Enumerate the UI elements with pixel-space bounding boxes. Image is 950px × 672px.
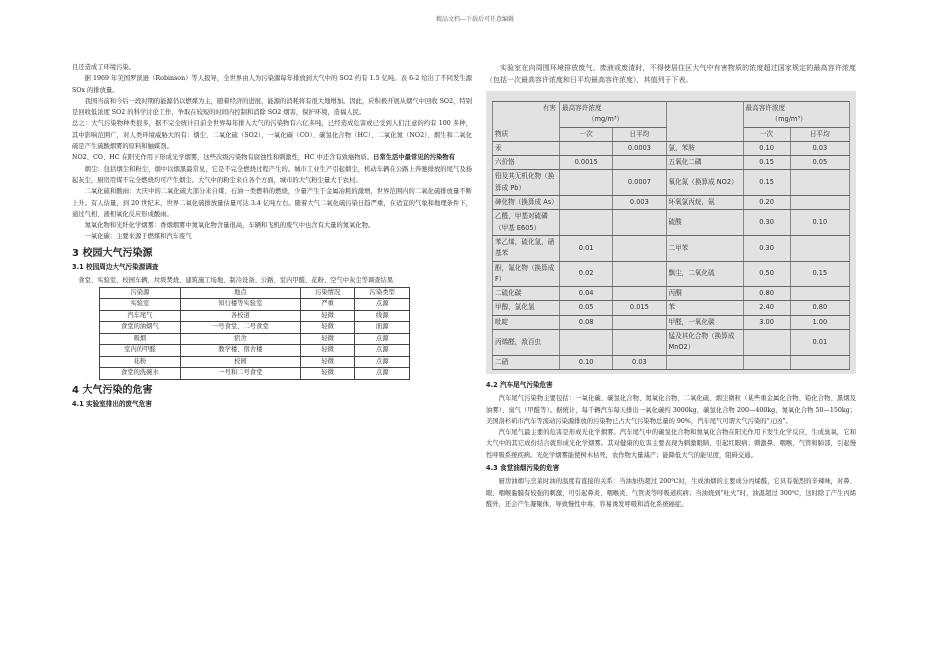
table-cell — [560, 196, 613, 210]
header-max-concentration — [560, 102, 667, 128]
paragraph: 据 1969 年美国罗滨逊（Robinson）等人报导，全世界由人为污染源每年排放到大气中的 SO2 约有 1.5 亿吨。表 6-2 给出了不同发生源 SOx 的排放量。 — [72, 75, 472, 94]
table-row — [493, 170, 850, 196]
table-cell: 0.50 — [743, 261, 790, 287]
bold-text: 日常生活中最常见的污染物有 — [373, 154, 456, 162]
table-cell: 0.80 — [743, 287, 790, 301]
paragraph: 汽车尾气最主要的危害是形成光化学烟雾。汽车尾气中的碳氢化合物和氮氧化合物在阳光作用下发生化学反应，生成臭氧，它和大气中的其它成份结合就形成光化学烟雾。其对健康的危害主要表现为刺激眼睛，引起红眼病；刺激鼻、咽喉、气管和肺部，引起慢性呼吸系统疾病。光化学烟雾能使树木枯死，农作物大量减产；能降低大气的能见度，阻碍交通。 — [486, 429, 856, 459]
table-cell — [790, 235, 849, 261]
table-cell: 0.04 — [560, 287, 613, 301]
table-cell — [560, 210, 613, 236]
table-cell: 氧化氮（换算成 NO2） — [666, 170, 743, 196]
header-max-label: 最高容许浓度 — [745, 104, 786, 112]
column-header: 污染源 — [100, 287, 181, 299]
table-cell: 甲醛，一氧化碳 — [666, 315, 743, 329]
table-cell: 点源 — [355, 345, 410, 357]
table-cell: 1.00 — [790, 315, 849, 329]
table-cell — [613, 156, 666, 170]
table-cell: 氯，苯胺 — [666, 141, 743, 155]
header-unit: （mg/m³） — [588, 115, 624, 124]
table-cell: 0.15 — [743, 156, 790, 170]
column-header: 污染类型 — [355, 287, 410, 299]
table-cell — [613, 235, 666, 261]
table-cell: 锰及其化合物（换算成 MnO2） — [666, 330, 743, 356]
table-row — [493, 210, 850, 236]
table-cell: 轻微 — [300, 368, 355, 380]
table-cell: 室内的甲醛 — [100, 345, 181, 357]
table-cell: 2.40 — [743, 301, 790, 315]
table-row — [100, 322, 410, 334]
table-cell: 0.003 — [613, 196, 666, 210]
table-cell: 0.15 — [790, 261, 849, 287]
table-cell — [613, 210, 666, 236]
table-cell — [790, 196, 849, 210]
table-cell — [560, 170, 613, 196]
table-cell: 0.01 — [560, 235, 613, 261]
table-header-row — [493, 102, 850, 128]
table-cell: 校园 — [180, 356, 300, 368]
table-cell: 点源 — [355, 299, 410, 311]
table-cell: 一号食堂、二号食堂 — [180, 322, 300, 334]
table-cell: 0.015 — [613, 301, 666, 315]
paragraph — [72, 118, 472, 163]
table-cell: 知行楼等实验室 — [180, 299, 300, 311]
table-cell: 环氧氯丙烷，氨 — [666, 196, 743, 210]
column-header: 污染情况 — [300, 287, 355, 299]
intro-paragraph: 实验室在向周围环境排放废气、废液或废渣时，不得使居住区大气中有害物质的浓度超过国家规定的最高容许浓度（包括一次最高容许浓度和日平均最高容许浓度），其值列于下表。 — [486, 64, 856, 84]
table-cell: 0.15 — [743, 170, 790, 196]
table-cell: 严重 — [300, 299, 355, 311]
table-cell: 二硝 — [493, 355, 560, 369]
section-heading: 3 校园大气污染源 — [72, 247, 153, 259]
header-once: 一次 — [743, 127, 790, 141]
table-cell — [743, 330, 790, 356]
table-row — [493, 287, 850, 301]
table-cell: 硫酸 — [666, 210, 743, 236]
table-cell: 二硫化碳 — [493, 287, 560, 301]
paragraph: 厨房油烟与烹菜时油的温度有直接的关系：当油加热超过 200℃时，生成油烟的主要成分丙烯醛，它具有强烈的辛辣味，对鼻、眼、咽喉黏膜有较强的刺激，可引起鼻炎、咽喉炎、气管炎等呼吸道疾病；当油烧到“吐火”时，油温超过 300℃，这时除了产生丙烯醛外，还会产生凝聚体，导致慢性中毒，容易诱发呼吸和消化系统癌症。 — [486, 478, 856, 508]
table-cell — [790, 287, 849, 301]
table-row — [493, 355, 850, 369]
table-cell — [560, 330, 613, 356]
table-cell: 苯 — [666, 301, 743, 315]
table-cell — [613, 330, 666, 356]
header-max-concentration — [743, 102, 850, 128]
table-cell: 0.10 — [560, 355, 613, 369]
table-cell — [790, 355, 849, 369]
emission-standard-table — [492, 101, 850, 370]
table-row — [493, 261, 850, 287]
table-row — [493, 301, 850, 315]
table-cell: 教学楼、宿舍楼 — [180, 345, 300, 357]
table-cell: 宿舍 — [180, 333, 300, 345]
left-column — [72, 62, 472, 412]
table-cell: 砷化物（换算成 As） — [493, 196, 560, 210]
subsection-heading: 3.1 校园周边大气污染源调查 — [72, 263, 159, 272]
pollution-source-table — [99, 287, 410, 380]
paragraph: 汽车尾气污染物主要包括：一氧化碳、碳氢化合物、氮氧化合物、二氧化硫、烟尘微粒（某些重金属化合物、铅化合物、黑烟及油雾）、臭气（甲醛等）。据统计，每千辆汽车每天排出一氧化碳约 3000kg，碳氢化合物 200—400kg，氮氧化合物 50—150kg；美国洛杉矶市汽车等流动污染源排放的污染物已占大气污染物总量的 90%，汽车尾气可谓大气污染的“元凶”。 — [486, 395, 856, 425]
emission-standard-figure — [486, 91, 856, 374]
table-cell: 实验室 — [100, 299, 181, 311]
table-cell: 3.00 — [743, 315, 790, 329]
table-header-row — [100, 287, 410, 299]
header-harmful-label: 有害 — [542, 104, 556, 112]
table-cell — [613, 287, 666, 301]
table-cell: 铅及其无机化物（换算成 Pb） — [493, 170, 560, 196]
table-cell: 飘尘，二氧化硫 — [666, 261, 743, 287]
table-cell: 轻微 — [300, 322, 355, 334]
paragraph: 氮氧化物和光纤化学烟雾：香烟烟雾中氮氧化物含量很高，车辆和飞机的废气中也含有大量的氮氧化物。 — [84, 222, 375, 230]
table-cell: 轻微 — [300, 333, 355, 345]
paragraph-text: 总之：大气污染物种类很多，据不完全统计目前全世界每年排入大气的污染物有六亿多吨，已经造成危害或已受到人们注意的约有 100 多种，其中影响范围广，对人类环境威胁大的有：烟尘、二氧化硫（SO2）、一氧化碳（CO）、碳氢化合物（HC）、二氧化氮（NO2）、烟生和二氧化硫是产生硫酸烟雾的原料和触媒剂。 — [72, 120, 472, 151]
header-max-label: 最高容许浓度 — [562, 104, 602, 112]
table-cell: 乙醛，甲基对硫磷（甲基 E605） — [493, 210, 560, 236]
table-cell: 丙酮 — [666, 287, 743, 301]
table-cell — [666, 355, 743, 369]
table-cell — [560, 141, 613, 155]
column-header: 地点 — [180, 287, 300, 299]
header-substance-col — [666, 102, 743, 142]
table-cell: 六价铬 — [493, 156, 560, 170]
page-header: 精品文档---下载后可任意编辑 — [435, 16, 515, 23]
section-heading: 4 大气污染的危害 — [72, 384, 153, 396]
table-cell: 0.0015 — [560, 156, 613, 170]
table-row — [493, 330, 850, 356]
table-row — [493, 315, 850, 329]
table-cell: 二甲苯 — [666, 235, 743, 261]
paragraph: 且还造成了环境污染。 — [72, 64, 135, 71]
right-column — [486, 62, 856, 510]
table-cell: 0.10 — [743, 141, 790, 155]
table-row — [100, 345, 410, 357]
subsection-heading: 4.1 实验室排出的废气危害 — [72, 399, 152, 408]
table-cell: 丙烯醛，敌百虫 — [493, 330, 560, 356]
paragraph: 烟尘：包括烟尘和粉尘，烟中以烟黑最常见，它是不完全燃烧过程产生的。城市工业生产引起烟尘，机动车辆在公路上奔驰排放的尾气及扬起灰尘，厨房用煤不完全燃烧均可产生烟尘。大气中的粉尘来自各个方面，城市的大气粉尘量大于农村。 — [72, 165, 472, 184]
table-cell: 0.01 — [790, 330, 849, 356]
table-cell: 轻微 — [300, 310, 355, 322]
table-cell: 酚，氟化物（换算成 F） — [493, 261, 560, 287]
table-row — [493, 156, 850, 170]
paragraph-text: NO2、CO、HC 在阳光作用下形成光学烟雾，这些次级污染物有腐蚀性和刺激性，HC 中还含有致癌物质。 — [72, 154, 374, 162]
table-cell: 0.30 — [743, 235, 790, 261]
table-cell: 0.05 — [790, 156, 849, 170]
table-cell: 甲醇，氯化氢 — [493, 301, 560, 315]
table-cell: 0.0007 — [613, 170, 666, 196]
table-row — [100, 333, 410, 345]
table-cell: 0.10 — [790, 210, 849, 236]
paragraph: 食堂、实验室、校园车辆，垃圾焚烧、建筑施工场地、制冷设备、公路、室内甲醛、花粉、空气中灰尘等调查结果 — [78, 277, 394, 285]
paragraph: 一氧化碳：主要来源于燃煤和汽车废气 — [84, 233, 192, 241]
header-daily: 日平均 — [790, 127, 849, 141]
table-cell — [613, 261, 666, 287]
table-cell: 轻微 — [300, 356, 355, 368]
table-row — [100, 310, 410, 322]
table-cell — [613, 315, 666, 329]
header-corner-cell — [493, 102, 560, 142]
table-cell: 一号和二号食堂 — [180, 368, 300, 380]
table-cell: 苯乙烯，硫化氢，硝基苯 — [493, 235, 560, 261]
header-substance-label: 物质 — [495, 129, 509, 138]
table-cell: 0.0003 — [613, 141, 666, 155]
table-cell: 轻微 — [300, 345, 355, 357]
table-row — [100, 299, 410, 311]
table-cell: 0.20 — [743, 196, 790, 210]
table-cell: 吡啶 — [493, 315, 560, 329]
table-cell — [743, 355, 790, 369]
table-cell: 0.80 — [790, 301, 849, 315]
table-cell: 0.02 — [560, 261, 613, 287]
header-unit: （mg/m³） — [771, 115, 807, 124]
table-cell: 汽车尾气 — [100, 310, 181, 322]
table-cell: 吸烟 — [100, 333, 181, 345]
table-cell: 食堂的油烟气 — [100, 322, 181, 334]
table-row — [493, 141, 850, 155]
paragraph: 二氧化硫和酸雨：大庆中的二氧化硫大部分来自煤、石油一类燃料的燃烧，少量产生于金属冶耗的激增，世界范围内的二氧化硫排放量不断上升。有人估量，到 20 世纪末，世界二氧化硫排放量估量可达 3.4 亿吨左右。随着大气二氧化硫污染日趋严重，在适宜的气象和地理条件下，通过气相、液相氧化反应形成酸雨。 — [72, 188, 472, 218]
paragraph: 我国当前和今后一段时期的能源仍以燃煤为主，随着经济的进展，能源的消耗将有很大地增加。因此，应积极开展从烟气中回收 SO2，特别是回收低浓度 SO2 的科学讨论工作，争取在较短的时间内控制和消除 SO2 烟害，保护环境，造福人民。 — [72, 97, 472, 117]
table-cell: 0.08 — [560, 315, 613, 329]
table-cell: 五氧化二磷 — [666, 156, 743, 170]
table-cell: 汞 — [493, 141, 560, 155]
table-cell: 0.03 — [613, 355, 666, 369]
subsection-heading: 4.2 汽车尾气污染危害 — [486, 380, 553, 389]
table-row — [100, 356, 410, 368]
table-cell: 花粉 — [100, 356, 181, 368]
table-row — [100, 368, 410, 380]
subsection-heading: 4.3 食堂油烟污染的危害 — [486, 464, 560, 473]
table-cell: 0.05 — [560, 301, 613, 315]
table-cell: 点源 — [355, 333, 410, 345]
table-row — [493, 196, 850, 210]
table-cell: 面源 — [355, 322, 410, 334]
table-cell: 食堂的洗碗水 — [100, 368, 181, 380]
table-cell — [790, 170, 849, 196]
table-cell: 点源 — [355, 368, 410, 380]
table-cell: 线源 — [355, 310, 410, 322]
header-daily: 日平均 — [613, 127, 666, 141]
table-row — [493, 235, 850, 261]
table-cell: 各校道 — [180, 310, 300, 322]
table-cell: 点源 — [355, 356, 410, 368]
table-cell: 0.03 — [790, 141, 849, 155]
header-once: 一次 — [560, 127, 613, 141]
table-cell: 0.30 — [743, 210, 790, 236]
